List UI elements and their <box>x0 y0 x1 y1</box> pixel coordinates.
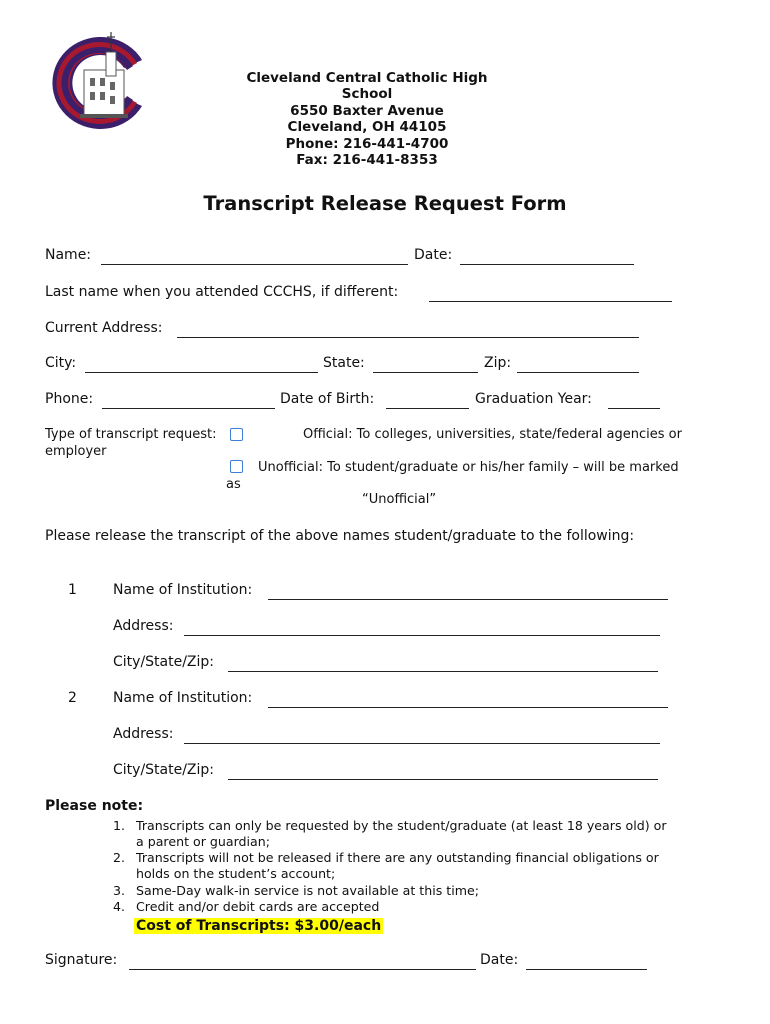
date-field[interactable] <box>460 248 634 265</box>
city-label: City: <box>45 355 77 371</box>
school-logo <box>44 28 154 138</box>
signature-field[interactable] <box>129 953 476 970</box>
note-3-text: Same-Day walk-in service is not available at this time; <box>136 883 479 898</box>
school-address: 6550 Baxter Avenue <box>290 102 444 119</box>
note-2-number: 2. <box>113 850 126 865</box>
institution-1-address-field[interactable] <box>184 619 660 636</box>
type-label-cont: employer <box>45 444 107 459</box>
note-2-text: Transcripts will not be released if there are any outstanding financial obligations or <box>136 850 659 865</box>
school-city: Cleveland, OH 44105 <box>287 119 447 136</box>
note-4-number: 4. <box>113 899 126 914</box>
phone-label: Phone: <box>45 391 94 407</box>
institution-2-address-label: Address: <box>113 726 174 742</box>
institution-2-address-field[interactable] <box>184 727 660 744</box>
school-header <box>180 70 554 168</box>
institution-1-address-label: Address: <box>113 618 174 634</box>
institution-1-csz-label: City/State/Zip: <box>113 654 215 670</box>
institution-2-csz-field[interactable] <box>228 763 658 780</box>
note-1-text: Transcripts can only be requested by the student/graduate (at least 18 years old) or <box>136 818 667 833</box>
institution-2-name-label: Name of Institution: <box>113 690 253 706</box>
zip-label: Zip: <box>484 355 512 371</box>
official-text: Official: To colleges, universities, state/federal agencies or <box>303 427 682 442</box>
signature-date-label: Date: <box>480 952 519 968</box>
institution-2-name-field[interactable] <box>268 691 668 708</box>
unofficial-checkbox[interactable] <box>230 460 243 473</box>
institution-1-csz-field[interactable] <box>228 655 658 672</box>
school-name-line1: Cleveland Central Catholic High <box>246 70 488 86</box>
last-name-field[interactable] <box>429 285 672 302</box>
school-phone: Phone: 216-441-4700 <box>285 135 449 152</box>
note-2-text-cont: holds on the student’s account; <box>136 866 336 881</box>
institution-2-csz-label: City/State/Zip: <box>113 762 215 778</box>
institution-2-number: 2 <box>68 690 77 706</box>
address-field[interactable] <box>177 321 639 338</box>
school-fax: Fax: 216-441-8353 <box>296 152 438 169</box>
official-checkbox[interactable] <box>230 428 243 441</box>
unofficial-quote: “Unofficial” <box>362 492 437 507</box>
form-title: Transcript Release Request Form <box>203 192 567 215</box>
note-1-text-cont: a parent or guardian; <box>136 834 270 849</box>
state-label: State: <box>323 355 365 371</box>
note-title: Please note: <box>45 798 144 814</box>
phone-field[interactable] <box>102 392 275 409</box>
institution-1-name-field[interactable] <box>268 583 668 600</box>
signature-date-field[interactable] <box>526 953 647 970</box>
grad-year-label: Graduation Year: <box>475 391 592 407</box>
address-label: Current Address: <box>45 320 163 336</box>
type-label: Type of transcript request: <box>45 427 217 442</box>
dob-label: Date of Birth: <box>280 391 375 407</box>
cost-highlight <box>134 915 383 934</box>
date-label: Date: <box>414 247 453 263</box>
grad-year-field[interactable] <box>608 392 660 409</box>
school-logo-icon <box>44 28 154 138</box>
name-label: Name: <box>45 247 92 263</box>
unofficial-cont: as <box>226 477 241 492</box>
last-name-label: Last name when you attended CCCHS, if different: <box>45 284 399 300</box>
note-4-text: Credit and/or debit cards are accepted <box>136 899 380 914</box>
name-field[interactable] <box>101 248 408 265</box>
cost-text: Cost of Transcripts: $3.00/each <box>136 918 382 934</box>
release-text: Please release the transcript of the above names student/graduate to the following: <box>45 528 635 544</box>
zip-field[interactable] <box>517 356 639 373</box>
unofficial-text: Unofficial: To student/graduate or his/her family – will be marked <box>258 460 679 475</box>
signature-label: Signature: <box>45 952 118 968</box>
institution-1-name-label: Name of Institution: <box>113 582 253 598</box>
note-1-number: 1. <box>113 818 126 833</box>
school-name-line2: School <box>341 86 393 103</box>
city-field[interactable] <box>85 356 318 373</box>
note-3-number: 3. <box>113 883 126 898</box>
dob-field[interactable] <box>386 392 469 409</box>
institution-1-number: 1 <box>68 582 77 598</box>
state-field[interactable] <box>373 356 478 373</box>
